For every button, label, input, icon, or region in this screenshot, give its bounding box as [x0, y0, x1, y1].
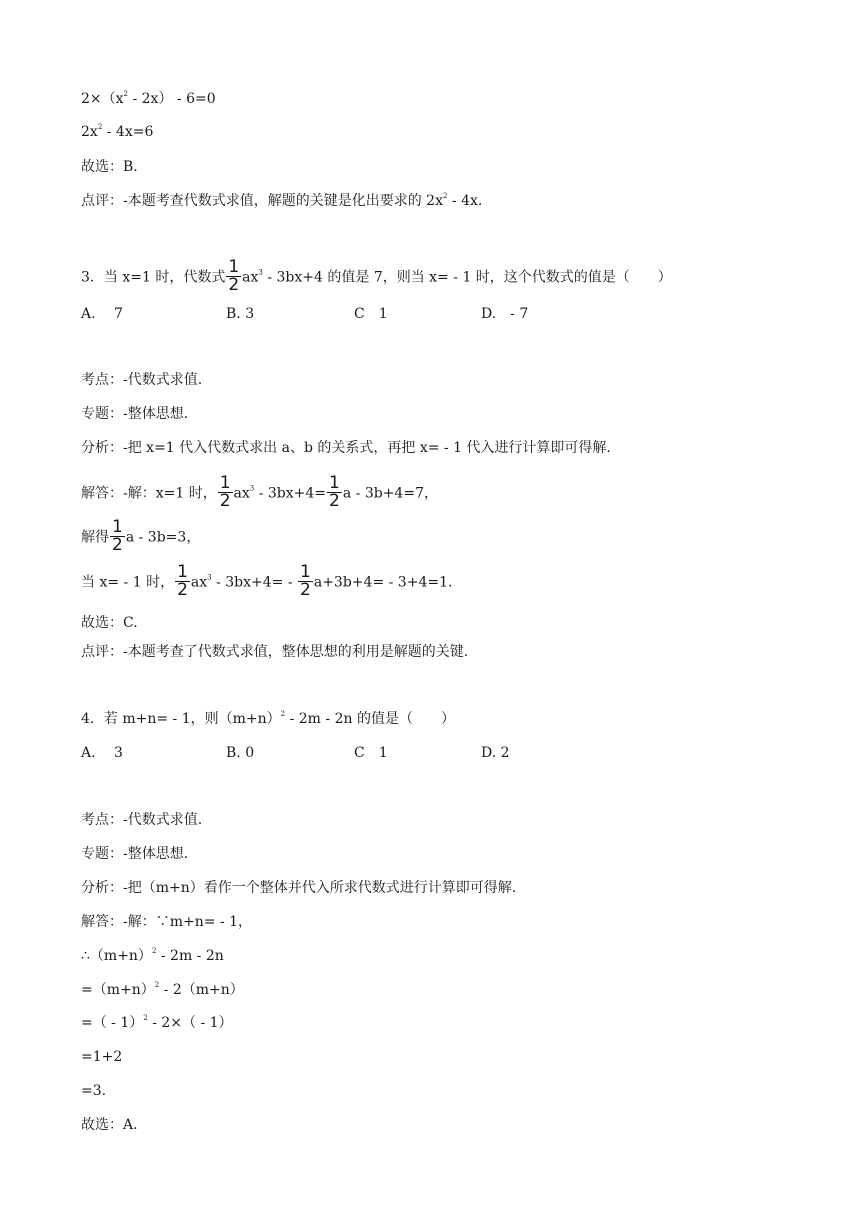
q3-option-c: C 1: [354, 306, 388, 322]
q4-stem: 4．若 m+n= - 1，则$(m+n)^2 - 2m - 2n$ 的值是（ ）: [81, 710, 455, 727]
q3-zhuanti: 专题：-整体思想.: [81, 406, 189, 422]
q4-jieda: 解答：-解：∵m+n= - 1，: [81, 914, 253, 930]
q3-option-d: D. - 7: [481, 306, 529, 322]
q2-review: 点评：-本题考查代数式求值，解题的关键是化出要求的 $2x^2 - 4x$.: [81, 192, 483, 209]
q4-step-1: $\therefore(m+n)^2 - 2m - 2n$: [81, 947, 224, 964]
fraction-one-half: $\frac{1}{2}$: [219, 473, 231, 511]
q4-answer-choice: 故选：A.: [81, 1117, 138, 1133]
q4-zhuanti: 专题：-整体思想.: [81, 846, 189, 862]
fraction-one-half: $\frac{1}{2}$: [300, 562, 311, 600]
q4-step-2: $=(m+n)^2 - 2(m+n)$: [81, 981, 244, 998]
q4-option-d: D. 2: [481, 745, 510, 761]
q3-kaodian: 考点：-代数式求值.: [81, 372, 203, 388]
q3-review: 点评：-本题考查了代数式求值，整体思想的利用是解题的关键.: [81, 644, 469, 660]
q4-option-b: B. 0: [226, 745, 255, 761]
q4-step-3: =（ - 1）$^2$ - 2×（ - 1）: [81, 1014, 233, 1031]
q3-answer-choice: 故选：C.: [81, 615, 138, 631]
q4-option-c: C 1: [354, 745, 388, 761]
q3-option-a: A. 7: [81, 306, 123, 322]
q4-fenxi: 分析：-把（m+n）看作一个整体并代入所求代数式进行计算即可得解.: [81, 880, 517, 896]
q3-stem: 3．当 x=1 时，代数式 $\frac{1}{2}$ $ax^3 - 3bx+4$ 的值是 7，则当 x= - 1 时，这个代数式的值是（ ）: [81, 257, 672, 295]
q3-option-b: B. 3: [226, 306, 255, 322]
q2-equation-line-1: $2\times(x^2 - 2x) - 6=0$: [81, 90, 216, 107]
q2-answer-choice: 故选：B.: [81, 159, 138, 175]
q3-jiede: 解得 $\frac{1}{2}$ a - 3b=3，: [81, 517, 201, 555]
q3-fenxi: 分析：-把 x=1 代入代数式求出 a、b 的关系式，再把 x= - 1 代入进行计算即可得解.: [81, 440, 611, 456]
q4-kaodian: 考点：-代数式求值.: [81, 812, 203, 828]
q4-step-4: =1+2: [81, 1049, 123, 1065]
q3-dang: 当 x= - 1 时， $\frac{1}{2}$ $ax^3 - 3bx+4=$ - $\frac{1}{2}$ a+3b+4= - 3+4=1.: [81, 562, 453, 600]
fraction-one-half: $\frac{1}{2}$: [329, 473, 340, 511]
q3-jieda: 解答：-解：x=1 时， $\frac{1}{2}$ $ax^3 - 3bx+4=$ $\frac{1}{2}$ a - 3b+4=7，: [81, 473, 438, 511]
q2-equation-line-2: $2x^2 - 4x=6$: [81, 123, 154, 140]
q4-step-5: =3.: [81, 1083, 107, 1099]
q4-option-a: A. 3: [81, 745, 123, 761]
fraction-one-half: $\frac{1}{2}$: [177, 562, 188, 600]
fraction-one-half: $\frac{1}{2}$: [228, 257, 240, 295]
fraction-one-half: $\frac{1}{2}$: [112, 517, 123, 555]
